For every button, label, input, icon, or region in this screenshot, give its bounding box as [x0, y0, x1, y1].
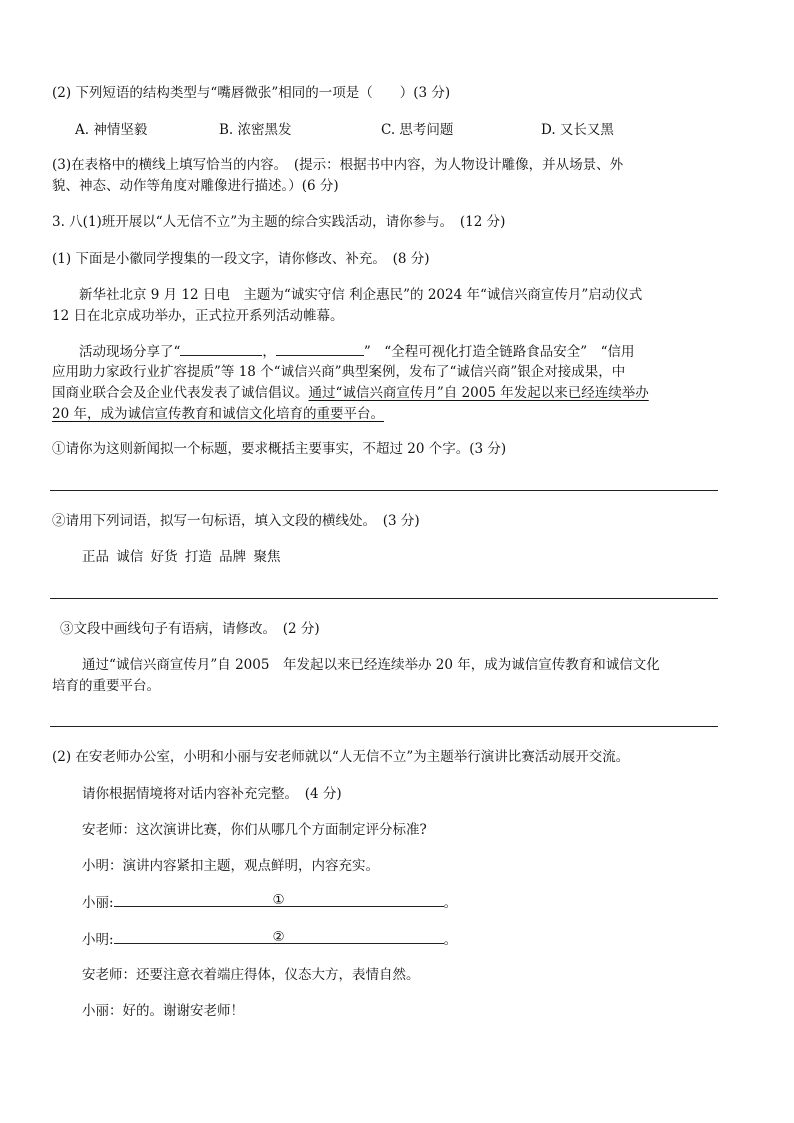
q2-stem: (2) 下列短语的结构类型与“嘴唇微张”相同的一项是（ ）(3 分) [52, 85, 451, 101]
sub1-answer-line[interactable] [50, 490, 718, 491]
speaker-xiaoli: 小丽: [82, 895, 114, 911]
sub3-prompt: ③文段中画线句子有语病，请修改。 (2 分) [60, 621, 320, 637]
dialogue-xiaoming-1: 小明：演讲内容紧扣主题，观点鲜明，内容充实。 [82, 858, 379, 874]
q2-option-b: B. 浓密黑发 [219, 122, 292, 138]
para1-line2: 12 日在北京成功举办，正式拉开系列活动帷幕。 [52, 308, 344, 324]
dialogue-xiaoli-blank-row [82, 892, 457, 913]
period-2: 。 [443, 932, 458, 948]
para2-line2: 应用助力家政行业扩容提质”等 18 个“诚信兴商”典型案例，发布了“诚信兴商”银企对接成果，中 [52, 364, 626, 380]
answer-blank-1[interactable] [114, 892, 444, 907]
para2-line4-underlined: 20 年，成为诚信宣传教育和诚信文化培育的重要平台。 [52, 406, 384, 422]
sub2-answer-line[interactable] [50, 598, 718, 599]
blank-mark-1: ① [272, 892, 285, 908]
speaker-xiaoming: 小明: [82, 932, 114, 948]
part2-line2: 请你根据情境将对话内容补充完整。 (4 分) [82, 786, 342, 802]
sub3-line2: 培育的重要平台。 [52, 678, 160, 694]
part2-line1: (2) 在安老师办公室，小明和小丽与安老师就以“人无信不立”为主题举行演讲比赛活动展开交流。 [52, 749, 630, 765]
dialogue-xiaoli-2: 小丽：好的。谢谢安老师！ [82, 1003, 244, 1019]
slogan-blank-1[interactable] [180, 341, 262, 356]
sub1-prompt: ①请你为这则新闻拟一个标题，要求概括主要事实，不超过 20 个字。(3 分) [52, 441, 507, 457]
para2-line1 [79, 341, 635, 362]
para2-text-a: 活动现场分享了“ [79, 344, 181, 360]
q3-line2: 貌、神态、动作等角度对雕像进行描述。）(6 分) [52, 178, 339, 194]
sub2-prompt: ②请用下列词语，拟写一句标语，填入文段的横线处。 (3 分) [52, 513, 420, 529]
section3-title: 3. 八(1)班开展以“人无信不立”为主题的综合实践活动，请你参与。 (12 分) [52, 214, 506, 230]
para2-text-b: ” “全程可视化打造全链路食品安全” “信用 [363, 344, 635, 360]
para2-line3 [52, 383, 649, 403]
dialogue-xiaoming-blank-row [82, 929, 457, 950]
para2-line3-underlined: 通过“诚信兴商宣传月”自 2005 年发起以来已经连续举办 [308, 385, 649, 401]
answer-blank-2[interactable] [114, 929, 444, 944]
blank-mark-2: ② [272, 929, 285, 945]
para1-line1: 新华社北京 9 月 12 日电 主题为“诚实守信 利企惠民”的 2024 年“诚信兴商宣传月”启动仪式 [79, 287, 643, 303]
part1-title: (1) 下面是小徽同学搜集的一段文字，请你修改、补充。 (8 分) [52, 251, 430, 267]
period-1: 。 [443, 895, 458, 911]
para2-comma: ， [262, 344, 276, 360]
para2-line3-plain: 国商业联合会及企业代表发表了诚信倡议。 [52, 385, 309, 401]
sub3-line1: 通过“诚信兴商宣传月”自 2005 年发起以来已经连续举办 20 年，成为诚信宣传教育和诚信文化 [82, 657, 660, 673]
slogan-blank-2[interactable] [276, 341, 364, 356]
sub3-answer-line[interactable] [50, 726, 718, 727]
q2-option-c: C. 思考问题 [381, 122, 454, 138]
q3-line1: (3)在表格中的横线上填写恰当的内容。 (提示：根据书中内容，为人物设计雕像，并从场景、外 [52, 157, 624, 173]
q2-option-d: D. 又长又黑 [541, 122, 614, 138]
sub2-words: 正品 诚信 好货 打造 品牌 聚焦 [82, 549, 281, 565]
dialogue-teacher-2: 安老师：还要注意衣着端庄得体，仪态大方，表情自然。 [82, 967, 420, 983]
dialogue-teacher-1: 安老师：这次演讲比赛，你们从哪几个方面制定评分标准? [82, 822, 427, 838]
q2-option-a: A. 神情坚毅 [75, 122, 148, 138]
